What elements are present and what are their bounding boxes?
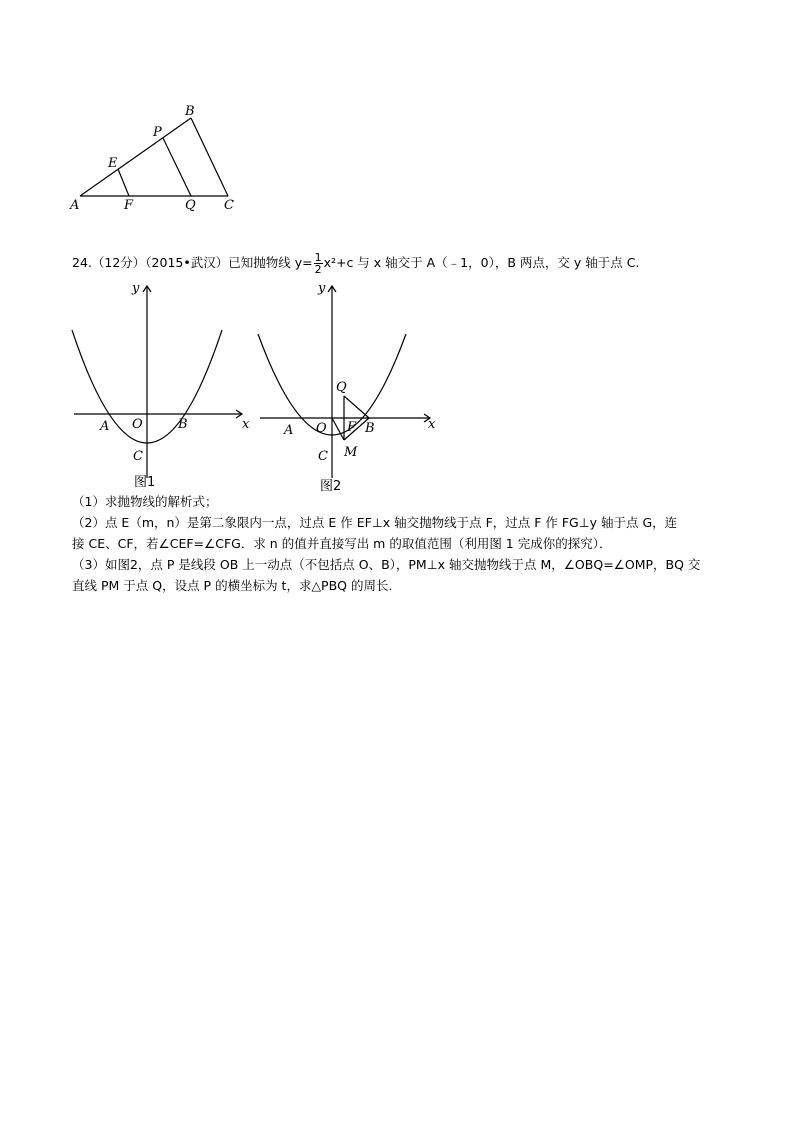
figure-1 — [66, 278, 256, 496]
fraction-denominator: 2 — [314, 263, 322, 276]
fig1-label-b: B — [178, 417, 188, 432]
label-q: Q — [185, 198, 196, 213]
fig2-label-a: A — [284, 423, 294, 438]
fraction — [314, 252, 323, 275]
label-p: P — [153, 125, 162, 140]
fig2-caption: 图2 — [320, 479, 342, 494]
question-2-line-2: 接 CE、CF，若∠CEF=∠CFG．求 n 的值并直接写出 m 的取值范围（利用图 1 完成你的探究）． — [72, 536, 612, 551]
segment-ab — [80, 118, 191, 196]
question-2-line-1: （2）点 E（m，n）是第二象限内一点，过点 E 作 EF⊥x 轴交抛物线于点 F，过点 F 作 FG⊥y 轴于点 G，连 — [72, 515, 678, 530]
fig1-caption: 图1 — [134, 475, 156, 490]
fig2-label-o: O — [316, 421, 327, 436]
fig1-label-x: x — [242, 417, 250, 432]
segment-pq — [163, 138, 191, 196]
label-e: E — [108, 156, 118, 171]
triangle-figure — [60, 96, 260, 218]
fig2-label-m: M — [344, 445, 358, 460]
fig2-label-f: F — [347, 420, 357, 435]
fig2-label-q: Q — [336, 380, 347, 395]
fig2-label-b: B — [365, 421, 375, 436]
problem-suffix: x²+c 与 x 轴交于 A（﹣1，0），B 两点，交 y 轴于点 C. — [323, 255, 640, 270]
segment-om — [332, 418, 344, 440]
label-b: B — [185, 104, 195, 119]
fig2-label-y: y — [318, 281, 326, 296]
fig2-label-c: C — [318, 449, 328, 464]
fig1-label-o: O — [132, 417, 143, 432]
question-1: （1）求抛物线的解析式； — [72, 494, 218, 509]
fig1-label-y: y — [132, 281, 140, 296]
fig2-label-x: x — [428, 417, 436, 432]
segment-bc — [191, 118, 228, 196]
problem-statement — [72, 252, 639, 275]
fig1-label-a: A — [100, 419, 110, 434]
label-f: F — [124, 198, 134, 213]
fraction-numerator: 1 — [314, 251, 322, 264]
figure-2 — [252, 278, 442, 496]
question-3-line-2: 直线 PM 于点 Q，设点 P 的横坐标为 t，求△PBQ 的周长． — [72, 578, 401, 593]
label-c: C — [224, 198, 234, 213]
question-3-line-1: （3）如图2，点 P 是线段 OB 上一动点（不包括点 O、B），PM⊥x 轴交抛物线于点 M，∠OBQ=∠OMP，BQ 交 — [72, 557, 701, 572]
label-a: A — [70, 198, 80, 213]
segment-qb — [344, 396, 369, 418]
fig1-label-c: C — [133, 449, 143, 464]
problem-prefix: 24.（12分）（2015•武汉）已知抛物线 y= — [72, 255, 313, 270]
segment-ef — [118, 169, 129, 196]
